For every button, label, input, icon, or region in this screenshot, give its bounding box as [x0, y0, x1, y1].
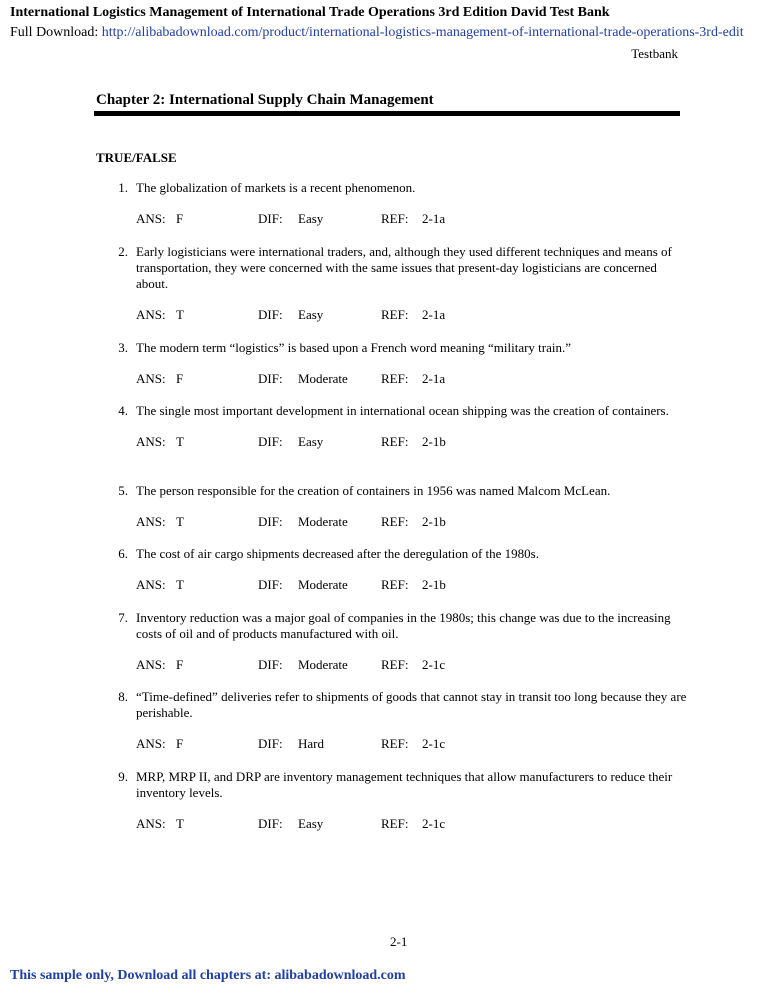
ans-value: T: [176, 816, 184, 831]
question-text: “Time-defined” deliveries refer to shipments of goods that cannot stay in transit too long because they are perishable.: [136, 689, 687, 720]
question-number: 4.: [118, 403, 128, 418]
dif-value: Easy: [298, 816, 324, 831]
ans-label: ANS:: [136, 816, 166, 831]
dif-value: Easy: [298, 211, 324, 226]
question-number: 5.: [118, 483, 128, 498]
section-heading: TRUE/FALSE: [96, 150, 177, 165]
answer-row: [136, 434, 688, 450]
ans-label: ANS:: [136, 307, 166, 322]
ref-value: 2-1c: [422, 736, 446, 751]
ans-label: ANS:: [136, 736, 166, 751]
answer-row: [136, 514, 688, 530]
ans-value: F: [176, 211, 184, 226]
ans-label: ANS:: [136, 211, 166, 226]
question-item: [108, 180, 688, 227]
ref-label: REF:: [381, 434, 409, 449]
question-item: [108, 689, 688, 752]
answer-row: [136, 577, 688, 593]
ref-label: REF:: [381, 816, 409, 831]
chapter-rule: [94, 111, 680, 116]
answer-row: [136, 736, 688, 752]
dif-value: Easy: [298, 307, 324, 322]
dif-label: DIF:: [258, 657, 283, 672]
question-number: 8.: [118, 689, 128, 704]
question-text: MRP, MRP II, and DRP are inventory management techniques that allow manufacturers to reduce their inventory levels.: [136, 769, 673, 800]
ans-value: F: [176, 371, 184, 386]
answer-row: [136, 307, 688, 323]
question-text: The single most important development in international ocean shipping was the creation of containers.: [136, 403, 669, 418]
ref-value: 2-1b: [422, 577, 446, 592]
dif-value: Easy: [298, 434, 324, 449]
ref-label: REF:: [381, 514, 409, 529]
question-number: 2.: [118, 244, 128, 259]
ref-label: REF:: [381, 657, 409, 672]
question-text: Early logisticians were international traders, and, although they used different techniques and means of transportation, they were concerned with the same issues that present-day logisticians are concerned about.: [136, 244, 672, 291]
dif-value: Moderate: [298, 577, 348, 592]
ans-value: T: [176, 434, 184, 449]
dif-label: DIF:: [258, 211, 283, 226]
answer-row: [136, 816, 688, 832]
question-text: The cost of air cargo shipments decreased after the deregulation of the 1980s.: [136, 546, 539, 561]
question-number: 3.: [118, 340, 128, 355]
dif-label: DIF:: [258, 816, 283, 831]
question-item: [108, 403, 688, 450]
ans-value: T: [176, 577, 184, 592]
ref-label: REF:: [381, 736, 409, 751]
ans-value: T: [176, 307, 184, 322]
download-prefix: Full Download:: [10, 25, 102, 40]
answer-row: [136, 657, 688, 673]
question-text: The globalization of markets is a recent phenomenon.: [136, 180, 416, 195]
question-text: Inventory reduction was a major goal of companies in the 1980s; this change was due to the increasing costs of oil and of products manufactured with oil.: [136, 610, 671, 641]
ans-value: T: [176, 514, 184, 529]
question-number: 7.: [118, 610, 128, 625]
question-number: 1.: [118, 180, 128, 195]
ans-label: ANS:: [136, 371, 166, 386]
question-item: [108, 546, 688, 593]
question-text: The modern term “logistics” is based upon a French word meaning “military train.”: [136, 340, 572, 355]
dif-value: Moderate: [298, 514, 348, 529]
question-item: [108, 244, 688, 323]
ans-label: ANS:: [136, 577, 166, 592]
ref-value: 2-1a: [422, 211, 446, 226]
banner-title: International Logistics Management of International Trade Operations 3rd Edition David Test Bank: [10, 5, 610, 20]
ref-value: 2-1c: [422, 657, 446, 672]
chapter-title: Chapter 2: International Supply Chain Management: [96, 92, 434, 108]
dif-value: Moderate: [298, 371, 348, 386]
ref-label: REF:: [381, 577, 409, 592]
dif-value: Moderate: [298, 657, 348, 672]
dif-label: DIF:: [258, 307, 283, 322]
dif-value: Hard: [298, 736, 324, 751]
download-link[interactable]: http://alibabadownload.com/product/international-logistics-management-of-international-trade-operations-3rd-edit: [101, 25, 744, 40]
ans-label: ANS:: [136, 657, 166, 672]
ans-value: F: [176, 736, 184, 751]
ref-value: 2-1c: [422, 816, 446, 831]
question-number: 6.: [118, 546, 128, 561]
ref-label: REF:: [381, 371, 409, 386]
testbank-label: Testbank: [631, 46, 678, 61]
question-text: The person responsible for the creation of containers in 1956 was named Malcom McLean.: [136, 483, 611, 498]
answer-row: [136, 371, 688, 387]
question-number: 9.: [118, 769, 128, 784]
dif-label: DIF:: [258, 434, 283, 449]
dif-label: DIF:: [258, 577, 283, 592]
ref-value: 2-1a: [422, 307, 446, 322]
ref-value: 2-1b: [422, 434, 446, 449]
ref-label: REF:: [381, 211, 409, 226]
banner-download-line: [10, 25, 768, 41]
dif-label: DIF:: [258, 736, 283, 751]
ref-value: 2-1b: [422, 514, 446, 529]
footer-download-note[interactable]: This sample only, Download all chapters at: alibabadownload.com: [10, 968, 406, 983]
dif-label: DIF:: [258, 371, 283, 386]
dif-label: DIF:: [258, 514, 283, 529]
question-item: [108, 340, 688, 387]
question-item: [108, 769, 688, 832]
question-item: [108, 610, 688, 673]
ref-label: REF:: [381, 307, 409, 322]
answer-row: [136, 211, 688, 227]
ans-label: ANS:: [136, 434, 166, 449]
ans-label: ANS:: [136, 514, 166, 529]
ans-value: F: [176, 657, 184, 672]
page-number: 2-1: [390, 934, 408, 949]
ref-value: 2-1a: [422, 371, 446, 386]
question-item: [108, 483, 688, 530]
